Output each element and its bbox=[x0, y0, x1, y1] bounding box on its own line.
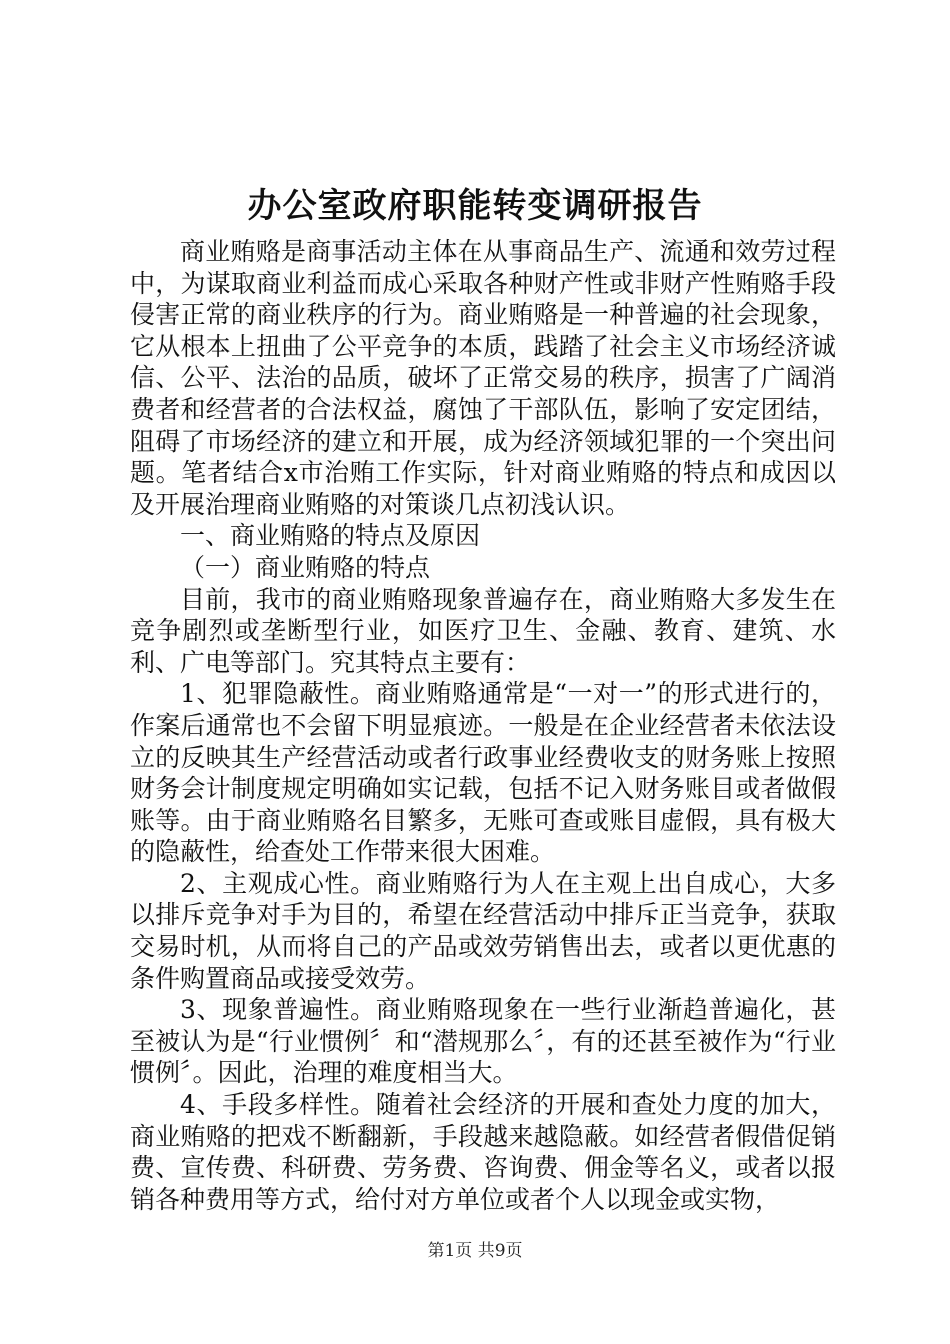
document-title: 办公室政府职能转变调研报告 bbox=[247, 186, 703, 226]
paragraph-point-1: 1、犯罪隐蔽性。商业贿赂通常是“一对一”的形式进行的，作案后通常也不会留下明显痕迹。一般是在企业经营者未依法设立的反映其生产经营活动或者行政事业经费收支的财务账上按照财务会计制度规定明确如实记载，包括不记入财务账目或者做假账等。由于商业贿赂名目繁多，无账可查或账目虚假，具有极大的隐蔽性，给查处工作带来很大困难。 bbox=[130, 679, 836, 867]
paragraph-point-2: 2、主观成心性。商业贿赂行为人在主观上出自成心，大多以排斥竞争对手为目的，希望在经营活动中排斥正当竞争，获取交易时机，从而将自己的产品或效劳销售出去，或者以更优惠的条件购置商品或接受效劳。 bbox=[130, 868, 836, 993]
page-footer: 第1页 共9页 bbox=[427, 1241, 523, 1261]
document-body bbox=[130, 236, 836, 1215]
paragraph-overview: 目前，我市的商业贿赂现象普遍存在，商业贿赂大多发生在竞争剧烈或垄断型行业，如医疗卫生、金融、教育、建筑、水利、广电等部门。究其特点主要有： bbox=[130, 584, 836, 677]
paragraph-point-3: 3、现象普遍性。商业贿赂现象在一些行业渐趋普遍化，甚至被认为是“行业惯例〞和“潜规那么〞，有的还甚至被作为“行业惯例〞。因此，治理的难度相当大。 bbox=[130, 995, 836, 1088]
paragraph-intro: 商业贿赂是商事活动主体在从事商品生产、流通和效劳过程中，为谋取商业利益而成心采取各种财产性或非财产性贿赂手段侵害正常的商业秩序的行为。商业贿赂是一种普遍的社会现象，它从根本上扭曲了公平竞争的本质，践踏了社会主义市场经济诚信、公平、法治的品质，破坏了正常交易的秩序，损害了广阔消费者和经营者的合法权益，腐蚀了干部队伍，影响了安定团结，阻碍了市场经济的建立和开展，成为经济领域犯罪的一个突出问题。笔者结合x市治贿工作实际，针对商业贿赂的特点和成因以及开展治理商业贿赂的对策谈几点初浅认识。 bbox=[130, 237, 836, 519]
section-heading-1: 一、商业贿赂的特点及原因 bbox=[180, 521, 481, 551]
paragraph-point-4: 4、手段多样性。随着社会经济的开展和查处力度的加大，商业贿赂的把戏不断翻新，手段越来越隐蔽。如经营者假借促销费、宣传费、科研费、劳务费、咨询费、佣金等名义，或者以报销各种费用等方式，给付对方单位或者个人以现金或实物， bbox=[130, 1090, 836, 1214]
subsection-heading-1: （一）商业贿赂的特点 bbox=[180, 552, 431, 582]
